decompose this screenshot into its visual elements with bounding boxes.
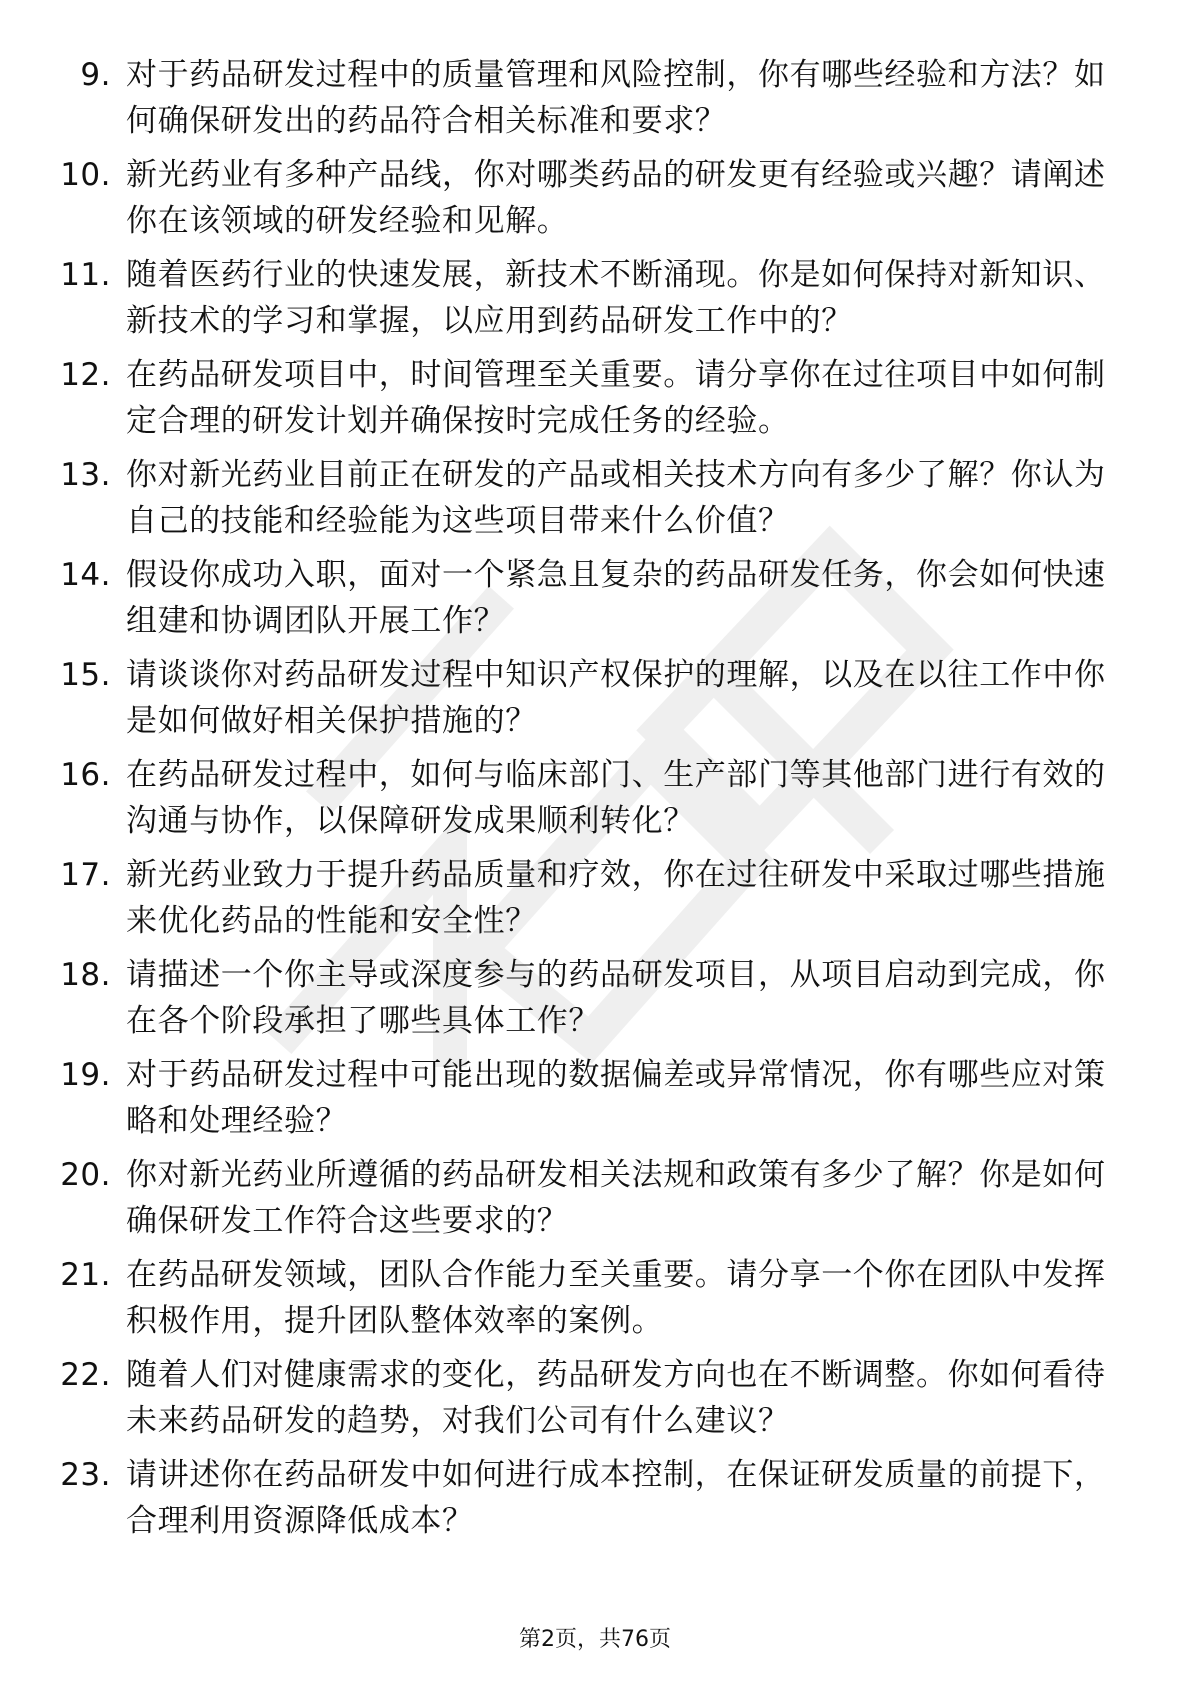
question-text: 你对新光药业目前正在研发的产品或相关技术方向有多少了解？你认为自己的技能和经验能为这些项目带来什么价值？	[126, 457, 1106, 539]
question-text: 请描述一个你主导或深度参与的药品研发项目，从项目启动到完成，你在各个阶段承担了哪些具体工作？	[126, 957, 1106, 1039]
question-number: 9.	[80, 57, 111, 93]
question-text: 对于药品研发过程中的质量管理和风险控制，你有哪些经验和方法？如何确保研发出的药品符合相关标准和要求？	[126, 57, 1106, 139]
question-item-9	[0, 52, 1190, 152]
question-text: 新光药业致力于提升药品质量和疗效，你在过往研发中采取过哪些措施来优化药品的性能和安全性？	[126, 857, 1106, 939]
question-text: 随着人们对健康需求的变化，药品研发方向也在不断调整。你如何看待未来药品研发的趋势，对我们公司有什么建议？	[126, 1357, 1106, 1439]
question-number: 18.	[60, 957, 111, 993]
question-item-22	[0, 1352, 1190, 1452]
question-item-15	[0, 652, 1190, 752]
question-item-10	[0, 152, 1190, 252]
question-number: 21.	[60, 1257, 111, 1293]
question-item-23	[0, 1452, 1190, 1552]
question-number: 19.	[60, 1057, 111, 1093]
question-item-14	[0, 552, 1190, 652]
question-number: 13.	[60, 457, 111, 493]
question-number: 16.	[60, 757, 111, 793]
question-text: 在药品研发过程中，如何与临床部门、生产部门等其他部门进行有效的沟通与协作，以保障研发成果顺利转化？	[126, 757, 1106, 839]
question-item-11	[0, 252, 1190, 352]
question-text: 在药品研发领域，团队合作能力至关重要。请分享一个你在团队中发挥积极作用，提升团队整体效率的案例。	[126, 1257, 1106, 1339]
question-number: 14.	[60, 557, 111, 593]
question-item-12	[0, 352, 1190, 452]
question-item-21	[0, 1252, 1190, 1352]
question-item-18	[0, 952, 1190, 1052]
question-text: 新光药业有多种产品线，你对哪类药品的研发更有经验或兴趣？请阐述你在该领域的研发经验和见解。	[126, 157, 1106, 239]
question-text: 请谈谈你对药品研发过程中知识产权保护的理解，以及在以往工作中你是如何做好相关保护措施的？	[126, 657, 1106, 739]
question-number: 22.	[60, 1357, 111, 1393]
question-number: 20.	[60, 1157, 111, 1193]
question-number: 11.	[60, 257, 111, 293]
question-text: 请讲述你在药品研发中如何进行成本控制，在保证研发质量的前提下，合理利用资源降低成本？	[126, 1457, 1106, 1539]
question-number: 12.	[60, 357, 111, 393]
page-footer	[0, 1625, 1190, 1655]
question-item-20	[0, 1152, 1190, 1252]
question-text: 随着医药行业的快速发展，新技术不断涌现。你是如何保持对新知识、新技术的学习和掌握，以应用到药品研发工作中的？	[126, 257, 1106, 339]
question-text: 你对新光药业所遵循的药品研发相关法规和政策有多少了解？你是如何确保研发工作符合这些要求的？	[126, 1157, 1106, 1239]
question-list	[0, 52, 1190, 1552]
question-item-19	[0, 1052, 1190, 1152]
question-item-16	[0, 752, 1190, 852]
question-number: 10.	[60, 157, 111, 193]
question-text: 在药品研发项目中，时间管理至关重要。请分享你在过往项目中如何制定合理的研发计划并确保按时完成任务的经验。	[126, 357, 1106, 439]
question-item-13	[0, 452, 1190, 552]
question-number: 23.	[60, 1457, 111, 1493]
question-number: 15.	[60, 657, 111, 693]
question-item-17	[0, 852, 1190, 952]
question-text: 对于药品研发过程中可能出现的数据偏差或异常情况，你有哪些应对策略和处理经验？	[126, 1057, 1106, 1139]
question-text: 假设你成功入职，面对一个紧急且复杂的药品研发任务，你会如何快速组建和协调团队开展工作？	[126, 557, 1106, 639]
question-number: 17.	[60, 857, 111, 893]
page-number-label: 第2页，共76页	[519, 1627, 671, 1652]
